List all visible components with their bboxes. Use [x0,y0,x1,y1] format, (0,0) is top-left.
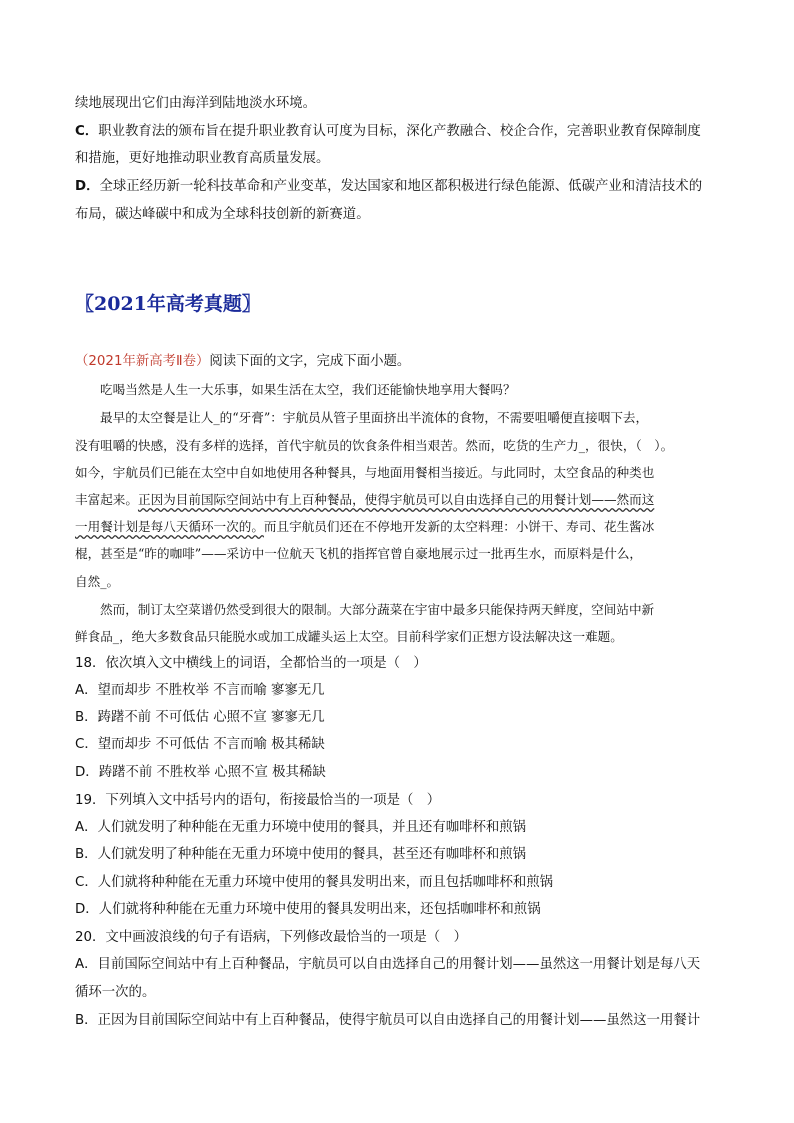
q18-option-c: C．望而却步 不可低估 不言而喻 极其稀缺 [75,737,325,752]
passage-line: 如今，宇航员们已能在太空中自如地使用各种餐具，与地面用餐相当接近。与此同时，太空食品的种类也 [75,465,655,480]
option-text: 职业教育法的颁布旨在提升职业教育认可度为目标，深化产教融合、校企合作，完善职业教育保障制度 [98,124,701,139]
intro-text: 阅读下面的文字，完成下面小题。 [209,354,411,369]
question-20-stem: 20．文中画波浪线的句子有语病，下列修改最恰当的一项是（ ） [75,930,467,945]
option-label: D． [75,179,100,194]
passage-line [75,490,654,510]
question-19-stem: 19．下列填入文中括号内的语句，衔接最恰当的一项是（ ） [75,793,441,808]
section-title: 〖2021年高考真题〗 [75,293,261,315]
q19-option-d: D．人们就将种种能在无重力环境中使用的餐具发明出来，还包括咖啡杯和煎锅 [75,902,541,917]
passage-line: 鲜食品_，绝大多数食品只能脱水或加工成罐头运上太空。目前科学家们正想方设法解决这一难题。 [75,629,623,644]
q18-option-b: B．踌躇不前 不可低估 心照不宣 寥寥无几 [75,710,325,725]
passage-text: 而且宇航员们还在不停地开发新的太空料理：小饼干、寿司、花生酱冰 [263,519,655,534]
option-c-line [75,122,701,142]
question-intro [75,352,410,372]
source-label: （2021年新高考Ⅱ卷） [75,354,210,369]
q19-option-c: C．人们就将种种能在无重力环境中使用的餐具发明出来，而且包括咖啡杯和煎锅 [75,875,554,890]
passage-line: 然而，制订太空菜谱仍然受到很大的限制。大部分蔬菜在宇宙中最多只能保持两天鲜度，空间站中新 [100,602,655,617]
q19-option-a: A．人们就发明了种种能在无重力环境中使用的餐具，并且还有咖啡杯和煎锅 [75,820,527,835]
q20-option-b: B．正因为目前国际空间站中有上百种餐品，使得宇航员可以自由选择自己的用餐计划——虽然这一用餐计 [75,1013,701,1028]
passage-line: 没有咀嚼的快感，没有多样的选择，首代宇航员的饮食条件相当艰苦。然而，吃货的生产力_，很快，（ ）。 [75,438,674,453]
q19-option-b: B．人们就发明了种种能在无重力环境中使用的餐具，甚至还有咖啡杯和煎锅 [75,847,527,862]
question-18-stem: 18．依次填入文中横线上的词语，全都恰当的一项是（ ） [75,656,427,671]
q18-option-d: D．踌躇不前 不胜枚举 心照不宣 极其稀缺 [75,765,326,780]
passage-line: 自然_。 [75,574,120,589]
option-label: C． [75,124,99,139]
passage-line: 最早的太空餐是让人_的“牙膏”：宇航员从管子里面挤出半流体的食物，不需要咀嚼便直接咽下去， [100,410,649,425]
passage-line: 棍，甚至是“昨的咖啡”——采访中一位航天飞机的指挥官曾自豪地展示过一批再生水，而原料是什么， [75,546,643,561]
text-line: 续地展现出它们由海洋到陆地淡水环境。 [75,96,317,111]
q20-option-a-cont: 循环一次的。 [75,985,156,1000]
passage-line [75,517,654,537]
passage-line: 吃喝当然是人生一大乐事，如果生活在太空，我们还能愉快地享用大餐吗？ [100,382,516,397]
option-text: 全球正经历新一轮科技革命和产业变革，发达国家和地区都积极进行绿色能源、低碳产业和清洁技术的 [99,179,703,194]
passage-text: 丰富起来。 [75,492,138,507]
text-line: 和措施，更好地推动职业教育高质量发展。 [75,151,330,166]
text-line: 布局，碳达峰碳中和成为全球科技创新的新赛道。 [75,207,370,222]
wavy-underlined-text: 一用餐计划是每八天循环一次的。 [75,519,264,534]
q20-option-a: A．目前国际空间站中有上百种餐品，宇航员可以自由选择自己的用餐计划——虽然这一用餐计划是每八天 [75,957,701,972]
q18-option-a: A．望而却步 不胜枚举 不言而喻 寥寥无几 [75,683,325,698]
option-d-line [75,177,702,197]
wavy-underlined-text: 正因为目前国际空间站中有上百种餐品，使得宇航员可以自由选择自己的用餐计划——然而这 [137,492,655,507]
